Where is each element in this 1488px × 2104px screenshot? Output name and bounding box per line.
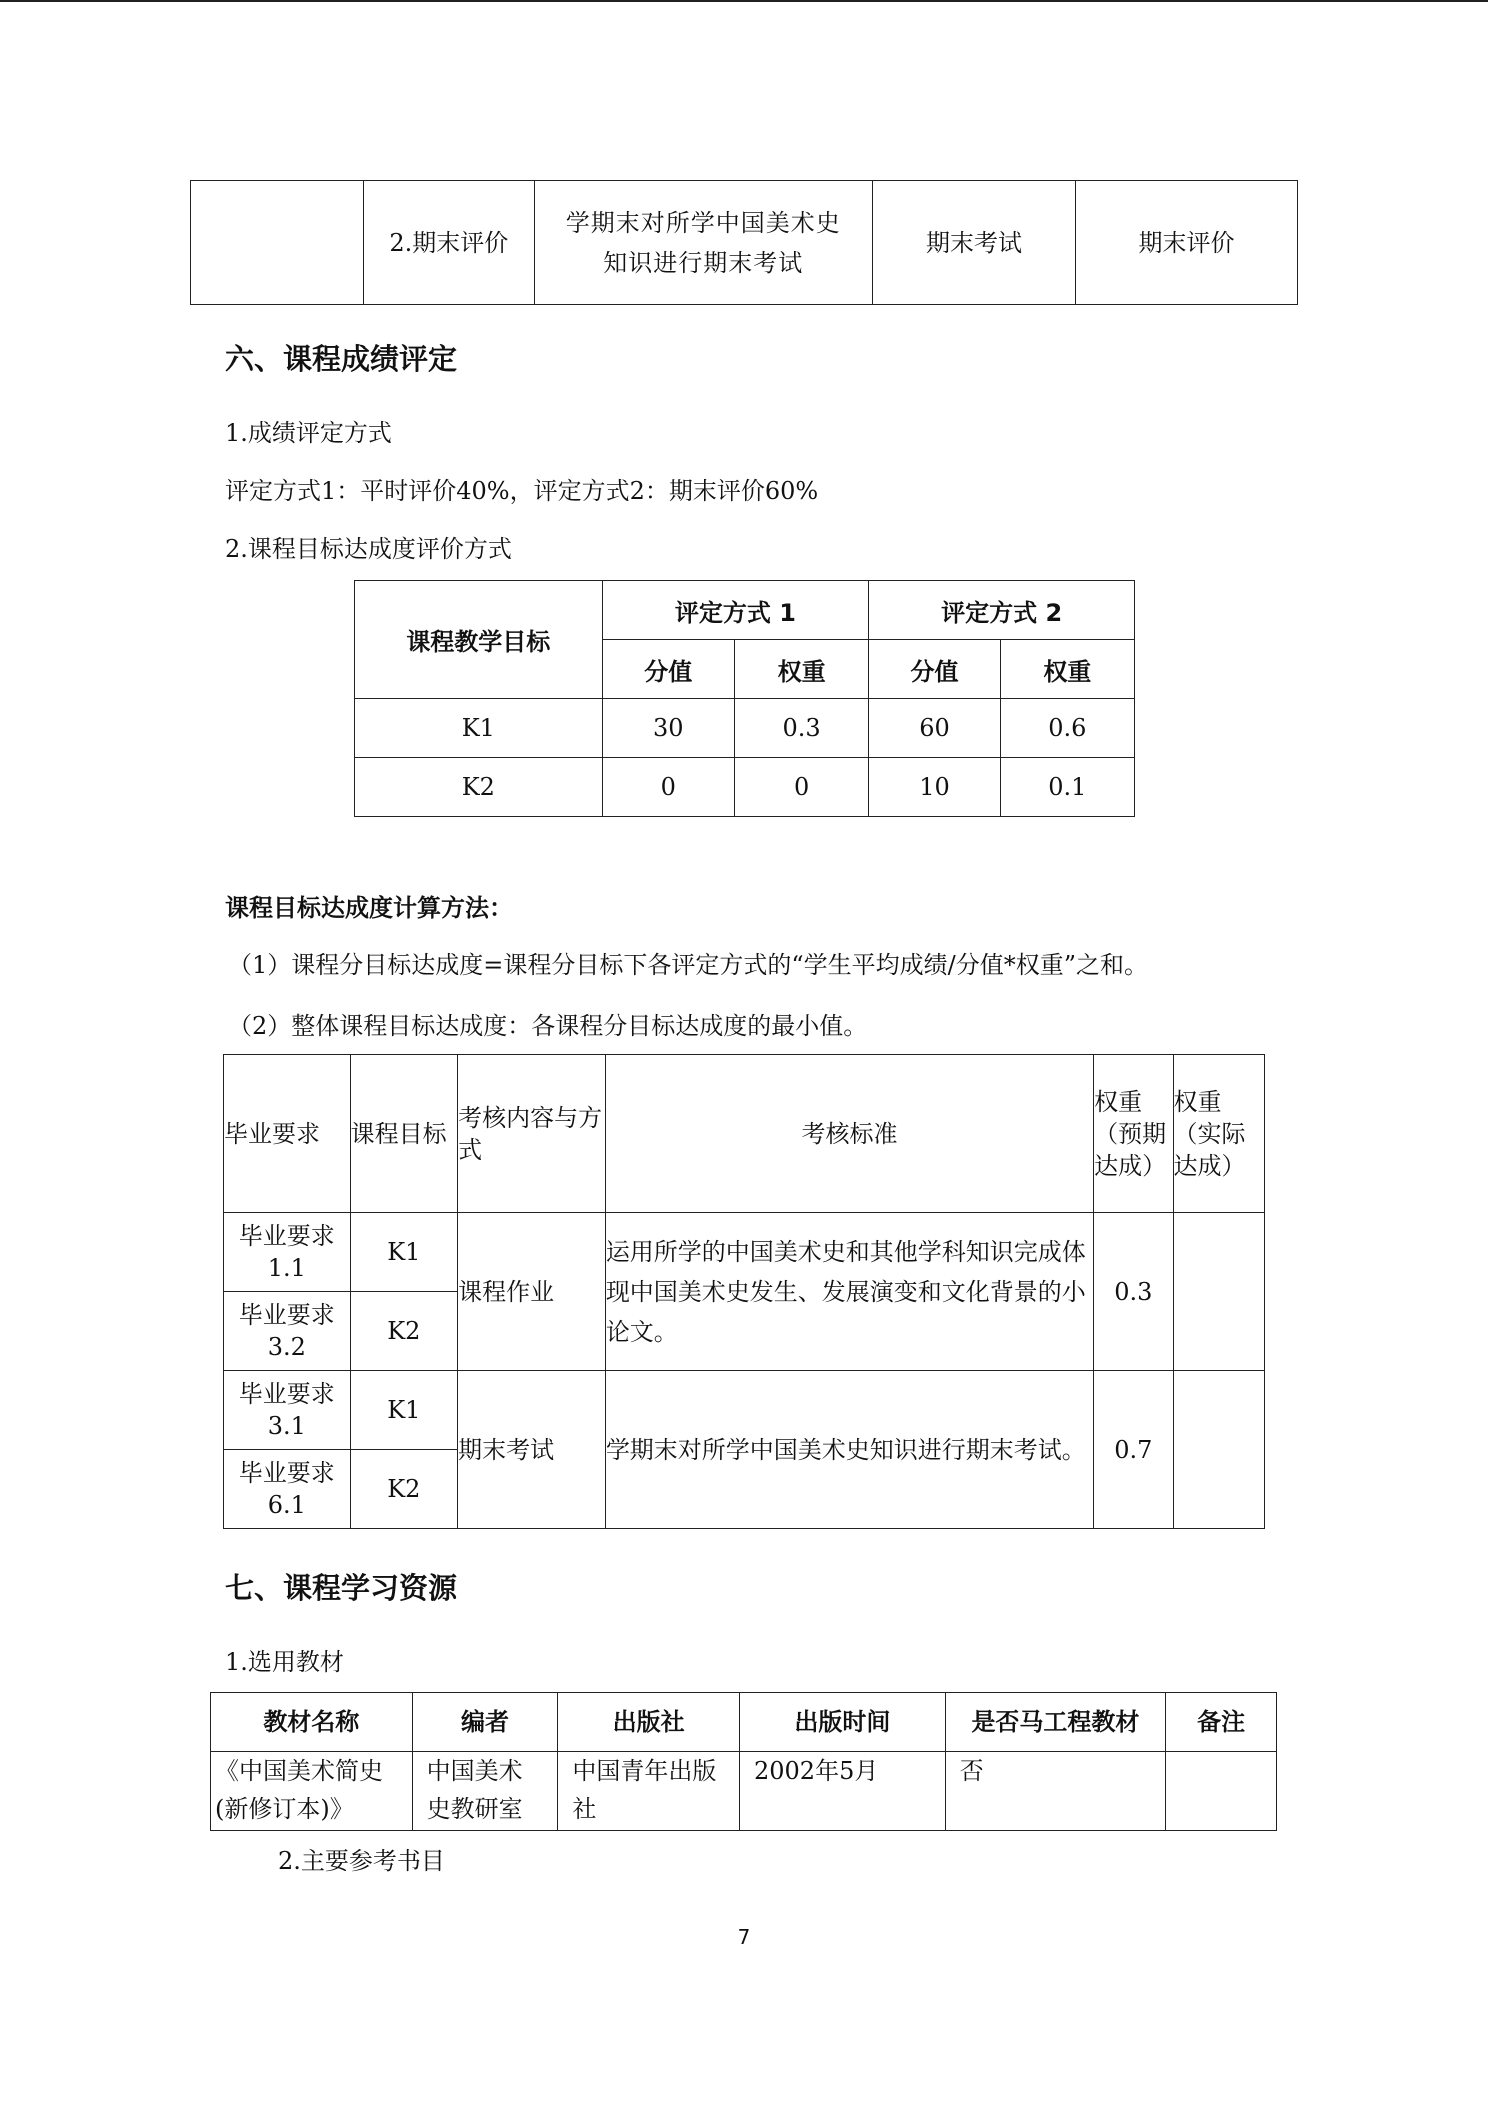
table-cell: 0.3	[1094, 1213, 1173, 1371]
calc-title: 课程目标达成度计算方法：	[225, 894, 513, 922]
header-cell: 备注	[1166, 1693, 1277, 1752]
section-heading-6: 六、课程成绩评定	[225, 342, 458, 376]
table-cell: 2.期末评价	[364, 181, 534, 305]
table-row	[224, 1371, 1265, 1450]
table-cell: 期末考试	[873, 181, 1076, 305]
table-cell: 0.3	[734, 699, 868, 758]
table-cell: 中国青年出版社	[558, 1752, 740, 1831]
table-cell	[1173, 1213, 1264, 1371]
table-cell: K2	[350, 1450, 458, 1529]
table-cell: K2	[350, 1292, 458, 1371]
textbook-table	[210, 1692, 1277, 1831]
table-header-row	[224, 1055, 1265, 1213]
table-cell: 期末评价	[1075, 181, 1297, 305]
table-row	[191, 181, 1298, 305]
table-cell: 30	[602, 699, 734, 758]
table-cell	[1173, 1371, 1264, 1529]
table-header-row	[211, 1693, 1277, 1752]
top-border-line	[0, 0, 1488, 2]
table-cell: 毕业要求1.1	[224, 1213, 351, 1292]
table-cell: K1	[350, 1213, 458, 1292]
item-title: 2.课程目标达成度评价方式	[225, 535, 512, 563]
table-cell: 期末考试	[458, 1371, 606, 1529]
table-cell: K1	[350, 1371, 458, 1450]
header-cell: 评定方式 2	[869, 581, 1135, 640]
header-cell: 毕业要求	[224, 1055, 351, 1213]
item-title: 2.主要参考书目	[278, 1847, 445, 1875]
calc-line: （1）课程分目标达成度=课程分目标下各评定方式的“学生平均成绩/分值*权重”之和。	[228, 951, 1149, 979]
table-cell: 中国美术史教研室	[412, 1752, 558, 1831]
page-number: 7	[737, 1925, 751, 1949]
table-cell: 毕业要求3.1	[224, 1371, 351, 1450]
calc-line: （2）整体课程目标达成度：各课程分目标达成度的最小值。	[228, 1012, 868, 1040]
table-cell: 0	[734, 758, 868, 817]
header-cell: 权重	[1000, 640, 1134, 699]
table-row	[355, 699, 1135, 758]
header-cell: 考核内容与方式	[458, 1055, 606, 1213]
table-cell: 课程作业	[458, 1213, 606, 1371]
table-row	[355, 758, 1135, 817]
table-cell: K1	[355, 699, 603, 758]
header-cell: 权重（预期达成）	[1094, 1055, 1173, 1213]
header-cell: 考核标准	[605, 1055, 1093, 1213]
header-cell: 分值	[602, 640, 734, 699]
table-cell	[1166, 1752, 1277, 1831]
table-cell: K2	[355, 758, 603, 817]
table-cell: 60	[869, 699, 1000, 758]
table-row	[224, 1213, 1265, 1292]
table-cell: 0	[602, 758, 734, 817]
header-cell: 出版社	[558, 1693, 740, 1752]
header-cell: 教材名称	[211, 1693, 413, 1752]
table-cell: 学期末对所学中国美术史知识进行期末考试	[534, 181, 873, 305]
table-row	[211, 1752, 1277, 1831]
table-cell: 2002年5月	[740, 1752, 946, 1831]
table-cell: 运用所学的中国美术史和其他学科知识完成体现中国美术史发生、发展演变和文化背景的小论文。	[605, 1213, 1093, 1371]
table-cell: 毕业要求6.1	[224, 1450, 351, 1529]
table-cell	[191, 181, 364, 305]
header-cell: 编者	[412, 1693, 558, 1752]
table-cell: 毕业要求3.2	[224, 1292, 351, 1371]
evaluation-continuation-table	[190, 180, 1298, 305]
paragraph: 评定方式1：平时评价40%，评定方式2：期末评价60%	[225, 477, 819, 505]
table-cell: 学期末对所学中国美术史知识进行期末考试。	[605, 1371, 1093, 1529]
header-cell: 权重	[734, 640, 868, 699]
header-cell: 课程教学目标	[355, 581, 603, 699]
score-weight-table	[354, 580, 1135, 817]
header-cell: 是否马工程教材	[945, 1693, 1166, 1752]
table-cell: 0.6	[1000, 699, 1134, 758]
header-cell: 权重（实际达成）	[1173, 1055, 1264, 1213]
assessment-table	[223, 1054, 1265, 1529]
table-cell: 0.7	[1094, 1371, 1173, 1529]
table-header-row	[355, 581, 1135, 640]
table-cell: 《中国美术简史(新修订本)》	[211, 1752, 413, 1831]
table-cell: 10	[869, 758, 1000, 817]
header-cell: 分值	[869, 640, 1000, 699]
item-title: 1.选用教材	[225, 1648, 344, 1676]
table-cell: 0.1	[1000, 758, 1134, 817]
table-cell: 否	[945, 1752, 1166, 1831]
header-cell: 课程目标	[350, 1055, 458, 1213]
header-cell: 出版时间	[740, 1693, 946, 1752]
header-cell: 评定方式 1	[602, 581, 869, 640]
item-title: 1.成绩评定方式	[225, 419, 392, 447]
section-heading-7: 七、课程学习资源	[225, 1571, 458, 1605]
